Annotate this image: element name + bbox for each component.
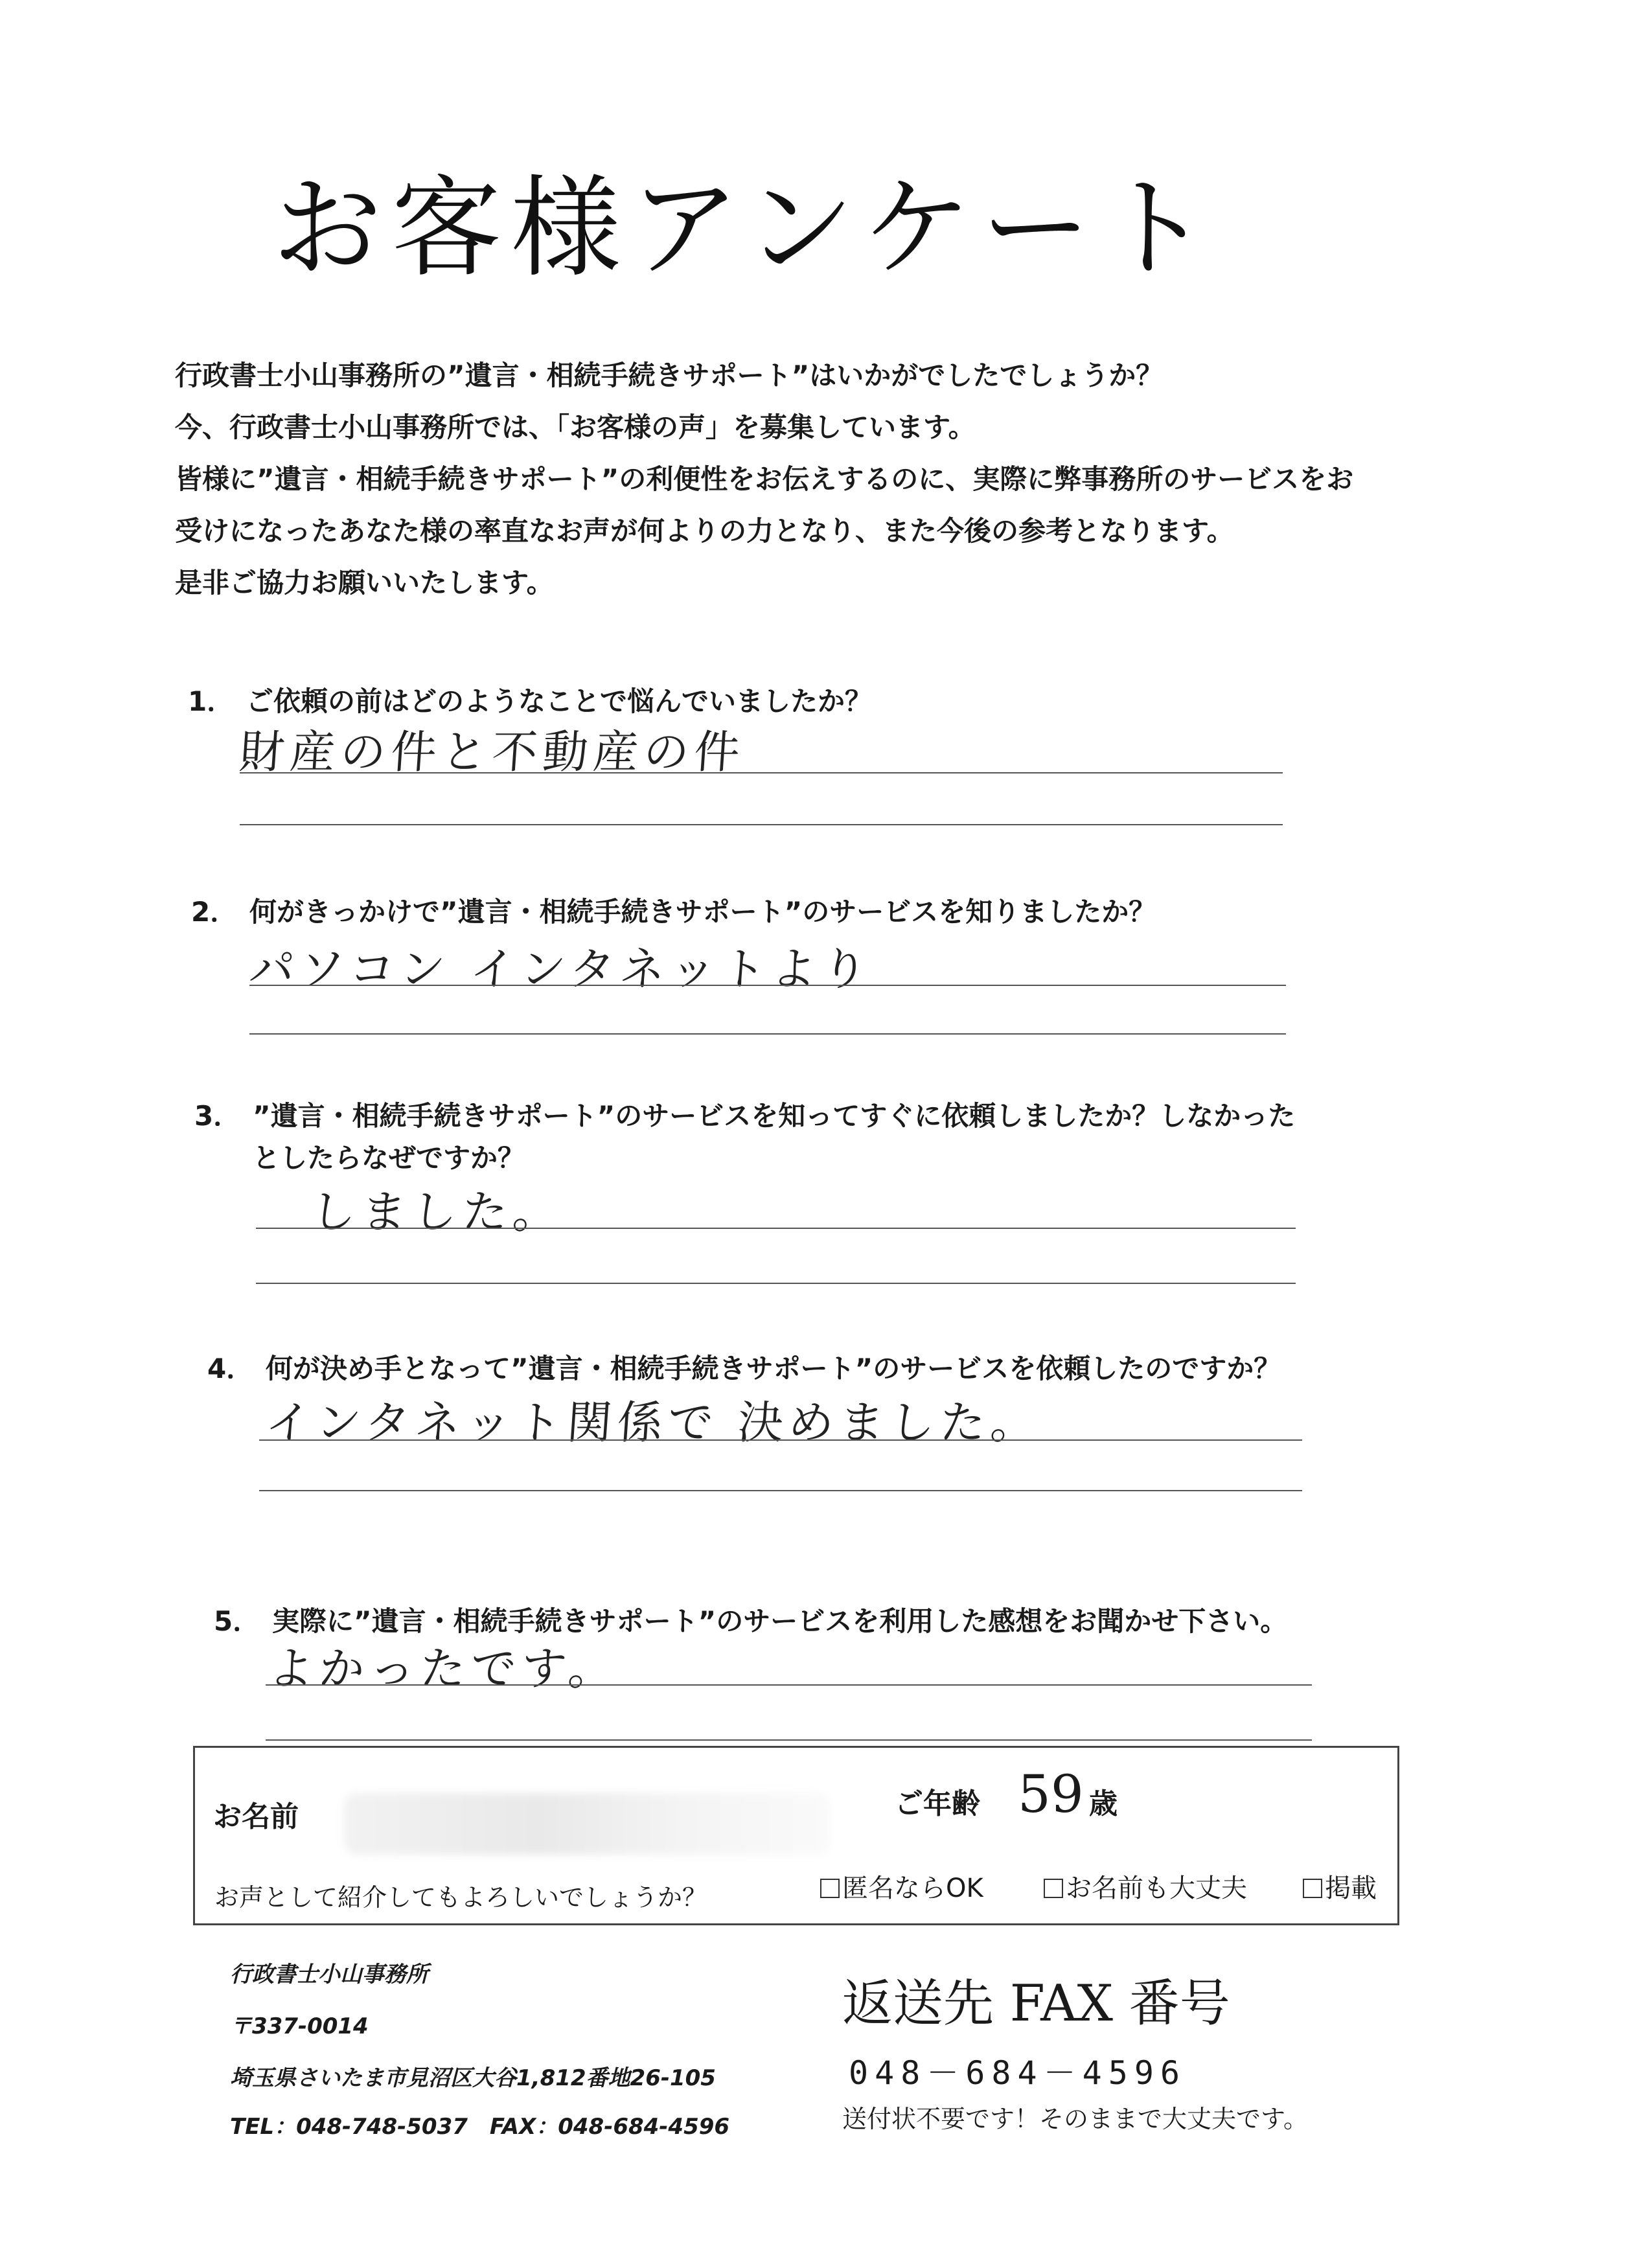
office-contact: TEL：048-748-5037 FAX：048-684-4596 bbox=[230, 2114, 730, 2140]
answer-2[interactable]: パソコン インタネットより bbox=[247, 943, 875, 996]
question-number: 3． bbox=[194, 1100, 241, 1132]
fax-title: 返送先 FAX 番号 bbox=[842, 1975, 1230, 2033]
question-text: 実際に”遺言・相続手続きサポート”のサービスを利用した感想をお聞かせ下さい。 bbox=[272, 1605, 1288, 1637]
question-number: 1． bbox=[188, 685, 235, 717]
answer-line bbox=[266, 1739, 1312, 1741]
answer-line bbox=[259, 1439, 1302, 1441]
fax-note: 送付状不要です！そのままで大丈夫です。 bbox=[842, 2105, 1308, 2133]
age-value[interactable]: 59 bbox=[1018, 1764, 1084, 1824]
age-unit: 歳 bbox=[1089, 1787, 1118, 1820]
option-label: 掲載 bbox=[1325, 1873, 1377, 1903]
office-postal: 〒337-0014 bbox=[230, 2013, 369, 2039]
answer-line bbox=[259, 1490, 1302, 1491]
answer-line bbox=[256, 1283, 1296, 1284]
question-number: 5． bbox=[214, 1605, 260, 1637]
age-label: ご年齢 bbox=[895, 1787, 980, 1820]
question-text: ”遺言・相続手続きサポート”のサービスを知ってすぐに依頼しましたか？しなかった bbox=[253, 1100, 1296, 1132]
checkbox-icon[interactable] bbox=[1044, 1879, 1063, 1898]
answer-3[interactable]: しました。 bbox=[308, 1186, 566, 1239]
answer-5[interactable]: よかったです。 bbox=[266, 1642, 621, 1695]
redacted-name-field[interactable] bbox=[344, 1793, 830, 1855]
intro-line: 今、行政書士小山事務所では、「お客様の声」を募集しています。 bbox=[175, 411, 976, 443]
intro-line: 行政書士小山事務所の”遺言・相続手続きサポート”はいかがでしたでしょうか？ bbox=[175, 360, 1164, 391]
question-text: ご依頼の前はどのようなことで悩んでいましたか？ bbox=[246, 685, 873, 717]
answer-line bbox=[240, 824, 1283, 825]
answer-line bbox=[249, 985, 1286, 986]
answer-line bbox=[240, 772, 1283, 773]
page-title: お客様アンケート bbox=[272, 165, 1219, 293]
option-publish[interactable] bbox=[1303, 1868, 1377, 1905]
answer-1[interactable]: 財産の件と不動産の件 bbox=[237, 726, 747, 779]
fax-number: 048－684－4596 bbox=[849, 2054, 1187, 2092]
question-text: 何がきっかけで”遺言・相続手続きサポート”のサービスを知りましたか？ bbox=[249, 896, 1156, 928]
answer-line bbox=[249, 1033, 1286, 1035]
name-label: お名前 bbox=[213, 1800, 299, 1833]
answer-4[interactable]: インタネット関係で 決めました。 bbox=[263, 1396, 1043, 1449]
answer-line bbox=[256, 1228, 1296, 1229]
intro-line: 受けになったあなた様の率直なお声が何よりの力となり、また今後の参考となります。 bbox=[175, 515, 1234, 547]
intro-line: 是非ご協力お願いいたします。 bbox=[175, 567, 554, 599]
question-3-continuation: としたらなぜですか？ bbox=[253, 1142, 525, 1174]
question-text: 何が決め手となって”遺言・相続手続きサポート”のサービスを依頼したのですか？ bbox=[266, 1353, 1281, 1384]
option-label: 匿名ならOK bbox=[842, 1873, 983, 1903]
checkbox-icon[interactable] bbox=[1303, 1879, 1322, 1898]
office-name: 行政書士小山事務所 bbox=[230, 1962, 428, 1987]
intro-line: 皆様に”遺言・相続手続きサポート”の利便性をお伝えするのに、実際に弊事務所のサービスをお bbox=[175, 463, 1354, 495]
question-number: 4． bbox=[207, 1353, 254, 1384]
question-4 bbox=[207, 1347, 1281, 1386]
option-label: お名前も大丈夫 bbox=[1066, 1873, 1247, 1903]
answer-line bbox=[266, 1684, 1312, 1686]
consent-question: お声として紹介してもよろしいでしょうか？ bbox=[214, 1883, 707, 1912]
respondent-info-box bbox=[193, 1746, 1399, 1925]
option-name-ok[interactable] bbox=[1044, 1868, 1247, 1905]
question-number: 2． bbox=[191, 896, 238, 928]
checkbox-icon[interactable] bbox=[820, 1879, 840, 1898]
question-2 bbox=[191, 891, 1156, 930]
question-3 bbox=[194, 1095, 1295, 1134]
office-address: 埼玉県さいたま市見沼区大谷1,812番地26-105 bbox=[230, 2065, 716, 2091]
option-anonymous[interactable] bbox=[820, 1868, 983, 1905]
question-1 bbox=[188, 680, 872, 719]
intro-text bbox=[175, 350, 1471, 609]
